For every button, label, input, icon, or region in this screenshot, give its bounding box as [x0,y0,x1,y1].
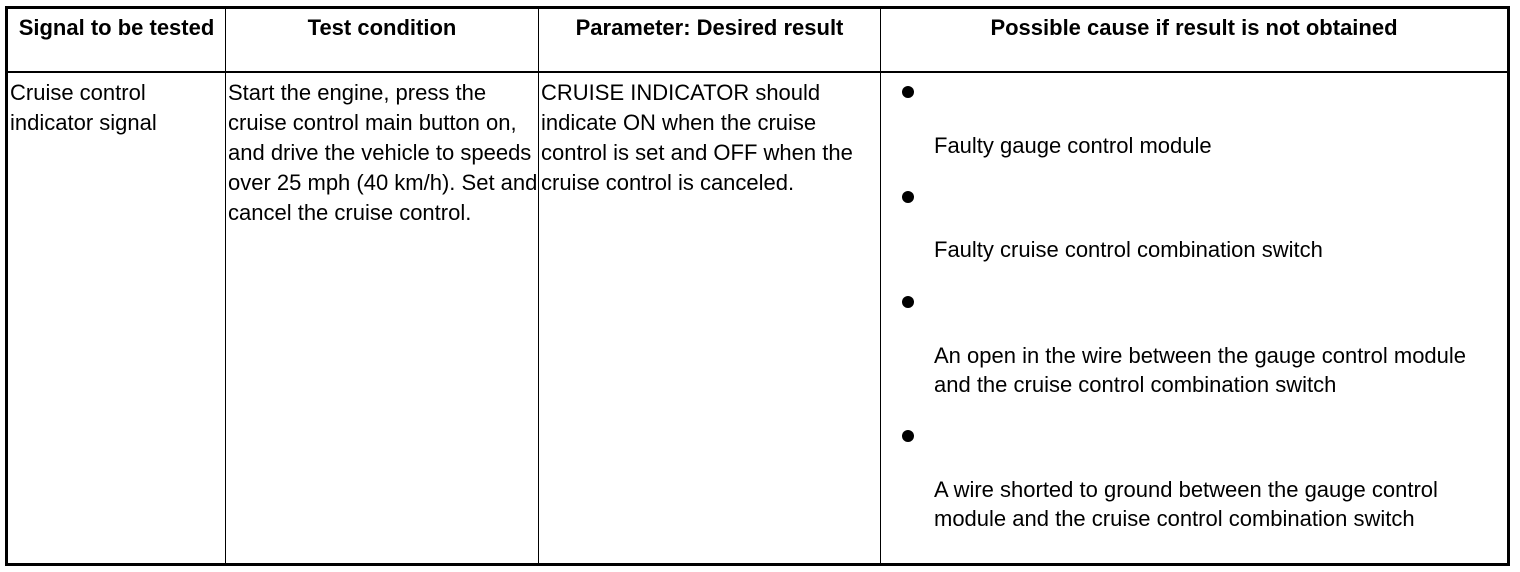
possible-cause-cell [881,72,1509,565]
diagnostic-table [5,6,1510,566]
test-condition-cell: Start the engine, press the cruise control main button on, and drive the vehicle to speeds over 25 mph (40 km/h). Set and cancel the cruise control. [226,72,539,565]
cause-text: Faulty gauge control module [934,133,1212,158]
cause-text: An open in the wire between the gauge control module and the cruise control combination switch [934,343,1467,397]
bullet-icon [902,191,914,203]
bullet-icon [902,86,914,98]
header-desired-result: Parameter: Desired result [539,8,881,73]
bullet-icon [902,296,914,308]
bullet-icon [902,430,914,442]
signal-cell: Cruise control indicator signal [7,72,226,565]
table-row [7,72,1509,565]
table-header-row [7,8,1509,73]
cause-text: A wire shorted to ground between the gauge control module and the cruise control combination switch [934,477,1438,531]
header-possible-cause: Possible cause if result is not obtained [881,8,1509,73]
cause-text: Faulty cruise control combination switch [934,237,1323,262]
desired-result-cell: CRUISE INDICATOR should indicate ON when the cruise control is set and OFF when the cruise control is canceled. [539,72,881,565]
header-test-condition: Test condition [226,8,539,73]
header-signal: Signal to be tested [7,8,226,73]
